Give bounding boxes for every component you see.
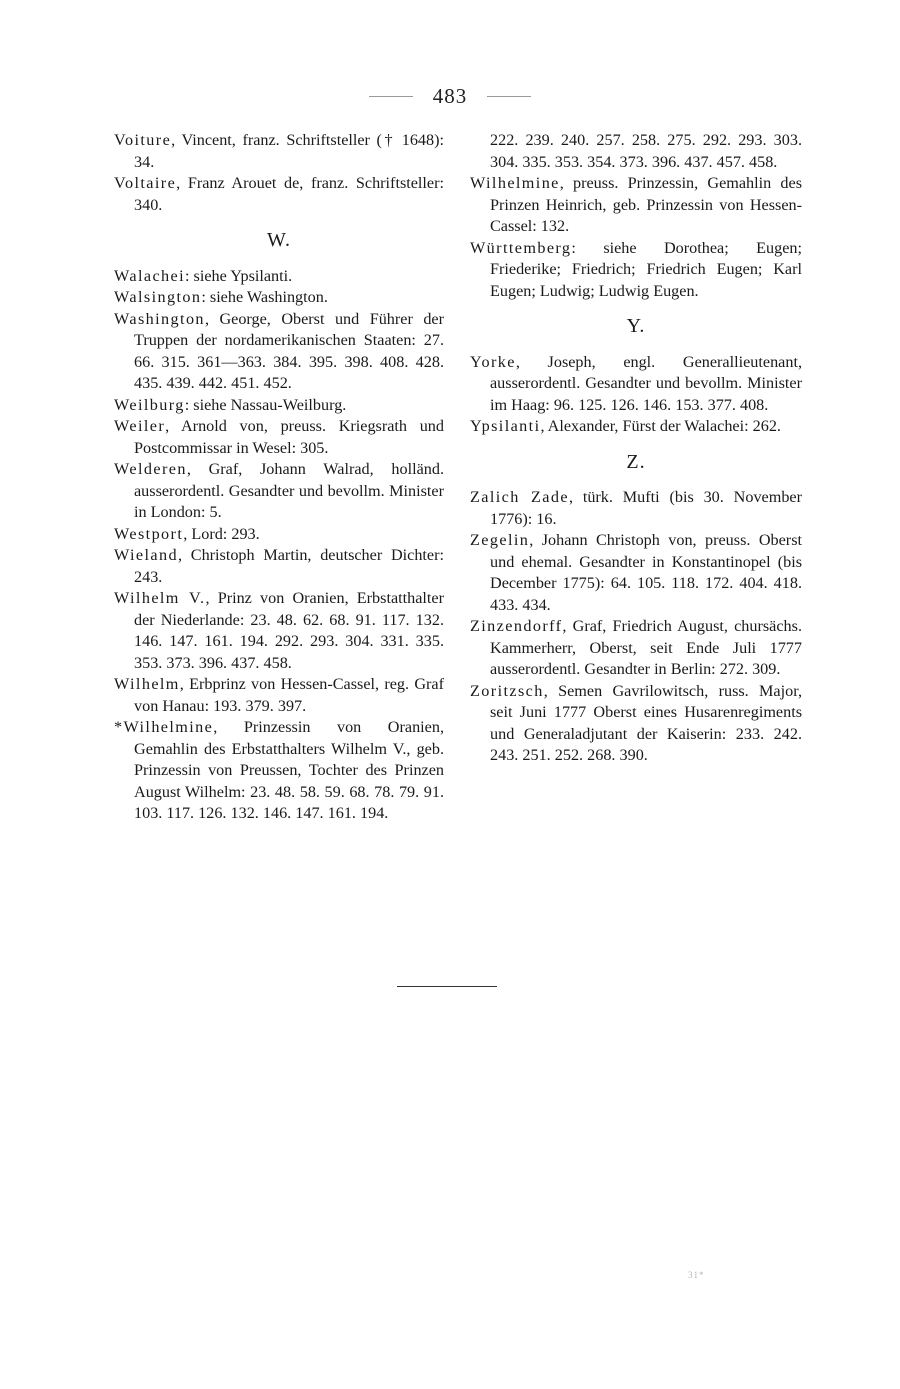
index-entry <box>114 416 444 459</box>
header-rule-right <box>487 96 531 97</box>
entry-headword: Zalich Zade <box>470 488 569 506</box>
entry-details: , Graf, Friedrich August, chursächs. Kammerherr, Oberst, seit Ende Juli 1777 ausserordentl. Gesandter in Berlin: 272. 309. <box>490 617 802 678</box>
entry-details: : siehe Ypsilanti. <box>185 266 293 285</box>
index-entry <box>114 287 444 309</box>
index-entry <box>114 266 444 288</box>
entry-details: , Lord: 293. <box>183 524 260 543</box>
entry-headword: Voiture <box>114 131 172 149</box>
index-entry <box>470 530 802 616</box>
entry-details: , George, Oberst und Führer der Truppen der nordamerikanischen Staaten: 27. 66. 315. 361—363. 384. 395. 398. 408. 428. 435. 439. 442. 451. 452. <box>134 309 444 392</box>
entry-details: , Franz Arouet de, franz. Schriftsteller: 340. <box>134 174 444 214</box>
entry-details: , preuss. Prinzessin, Gemahlin des Prinzen Heinrich, geb. Prinzessin von Hessen-Cassel: 132. <box>490 174 802 235</box>
entry-details: : siehe Dorothea; Eugen; Friederike; Friedrich; Friedrich Eugen; Karl Eugen; Ludwig; Ludwig Eugen. <box>490 238 802 300</box>
section-letter: W. <box>266 229 292 251</box>
entry-details: , Johann Christoph von, preuss. Oberst und ehemal. Gesandter in Konstantinopel (bis December 1775): 64. 105. 118. 172. 404. 418. 433. 434. <box>490 531 802 614</box>
entry-headword: Weiler <box>114 417 166 435</box>
index-entry <box>114 173 444 216</box>
entry-details: , Erbprinz von Hessen-Cassel, reg. Graf von Hanau: 193. 379. 397. <box>134 675 444 715</box>
index-entry <box>470 352 802 417</box>
index-entry <box>470 681 802 767</box>
page-number: 483 <box>432 84 468 108</box>
entry-headword: *Wilhelmine <box>114 718 214 736</box>
closing-rule <box>397 986 497 987</box>
index-entry <box>114 524 444 546</box>
entry-headword: Wilhelm <box>114 675 180 693</box>
section-letter: Z. <box>626 450 646 473</box>
index-entry-continuation: 222. 239. 240. 257. 258. 275. 292. 293. 303. 304. 335. 353. 354. 373. 396. 437. 457. 458. <box>490 131 802 171</box>
entry-details: , Semen Gavrilowitsch, russ. Major, seit Juni 1777 Oberst eines Husarenregiments und Generaladjutant der Kaiserin: 233. 242. 243. 251. 252. 268. 390. <box>490 681 802 764</box>
index-entry <box>114 130 444 173</box>
entry-details: , Graf, Johann Walrad, holländ. ausserordentl. Gesandter und bevollm. Minister in London: 5. <box>134 460 444 521</box>
entry-details: , Christoph Martin, deutscher Dichter: 243. <box>134 546 444 586</box>
entry-headword: Zinzendorff <box>470 617 563 635</box>
entry-details: : siehe Nassau-Weilburg. <box>184 395 347 414</box>
entry-details: , türk. Mufti (bis 30. November 1776): 16. <box>490 488 802 528</box>
entry-headword: Westport <box>114 524 184 543</box>
entry-details: , Prinz von Oranien, Erbstatthalter der Niederlande: 23. 48. 62. 68. 91. 117. 132. 146. 147. 161. 194. 292. 293. 304. 331. 335. 353. 373. 396. 437. 458. <box>134 589 444 672</box>
entry-headword: Weilburg <box>114 395 185 414</box>
index-entry <box>114 588 444 674</box>
entry-headword: Ypsilanti <box>470 417 541 435</box>
index-column-right <box>470 130 802 767</box>
entry-headword: Walsington <box>114 288 202 306</box>
entry-headword: Zoritzsch <box>470 681 544 700</box>
entry-details: , Prinzessin von Oranien, Gemahlin des Erbstatthalters Wilhelm V., geb. Prinzessin von Preussen, Tochter des Prinzen August Wilhelm: 23. 48. 58. 59. 68. 78. 79. 91. 103. 117. 126. 132. 146. 147. 161. 194. <box>134 718 444 822</box>
index-entry <box>470 173 802 238</box>
page-header <box>0 84 900 109</box>
entry-headword: Washington <box>114 309 205 328</box>
entry-details: , Arnold von, preuss. Kriegsrath und Postcommissar in Wesel: 305. <box>134 417 444 457</box>
entry-details: : siehe Washington. <box>201 288 328 306</box>
index-entry <box>114 395 444 417</box>
entry-details: , Joseph, engl. Generallieutenant, ausserordentl. Gesandter und bevollm. Minister im Haag: 96. 125. 126. 146. 153. 377. 408. <box>490 352 802 414</box>
index-entry <box>114 459 444 524</box>
header-rule-left <box>369 96 413 97</box>
index-entry <box>114 674 444 717</box>
entry-headword: Walachei <box>114 266 186 285</box>
entry-details: , Vincent, franz. Schriftsteller († 1648): 34. <box>134 131 444 171</box>
entry-headword: Württemberg <box>470 238 572 257</box>
signature-mark: 31* <box>688 1270 705 1280</box>
entry-headword: Voltaire <box>114 174 177 192</box>
section-letter: Y. <box>626 315 646 337</box>
entry-headword: Wieland <box>114 546 178 564</box>
index-entry <box>114 545 444 588</box>
entry-headword: Yorke <box>470 352 516 371</box>
index-column-left <box>114 130 444 825</box>
index-entry <box>114 309 444 395</box>
entry-headword: Zegelin <box>470 531 530 549</box>
entry-details: , Alexander, Fürst der Walachei: 262. <box>540 417 781 435</box>
index-entry <box>470 416 802 438</box>
entry-headword: Wilhelm V. <box>114 589 206 607</box>
entry-headword: Wilhelmine <box>470 174 560 192</box>
index-entry <box>470 616 802 681</box>
index-entry <box>114 717 444 825</box>
index-entry <box>470 487 802 530</box>
index-entry <box>470 238 802 303</box>
entry-headword: Welderen <box>114 460 187 478</box>
